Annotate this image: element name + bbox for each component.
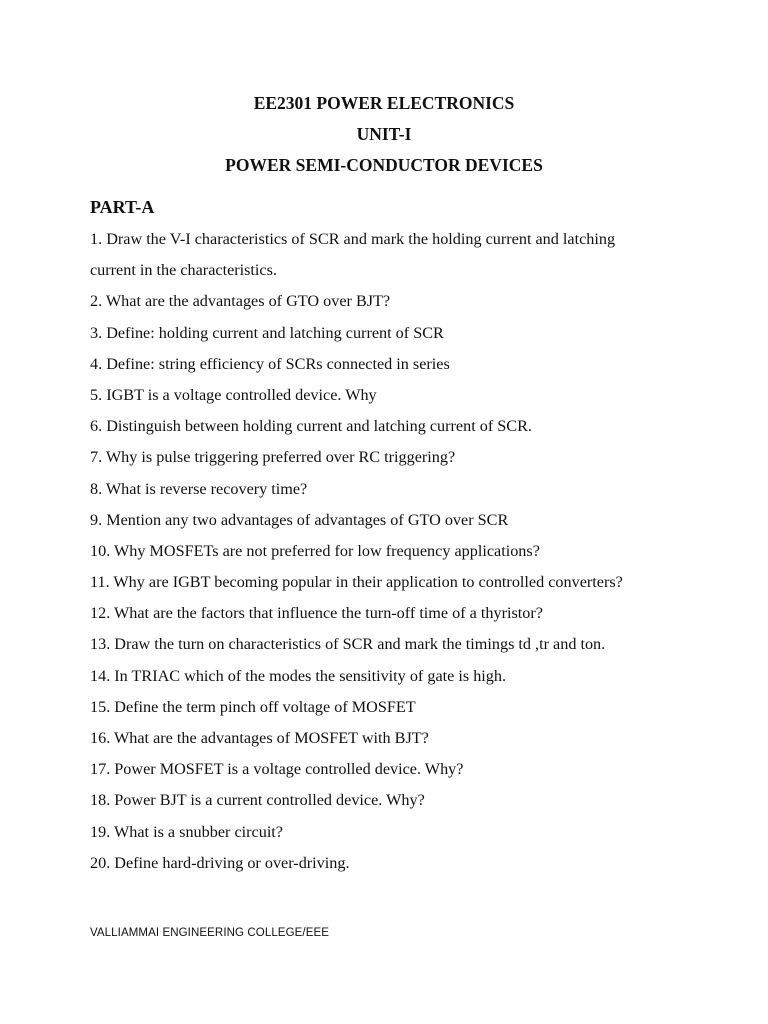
question-line: 16. What are the advantages of MOSFET with BJT? bbox=[90, 729, 429, 747]
course-title: EE2301 POWER ELECTRONICS bbox=[253, 93, 515, 113]
question-line: 20. Define hard-driving or over-driving. bbox=[90, 853, 350, 872]
question-line: 10. Why MOSFETs are not preferred for low frequency applications? bbox=[90, 541, 540, 560]
unit-title: UNIT-I bbox=[356, 124, 412, 144]
topic-title: POWER SEMI-CONDUCTOR DEVICES bbox=[225, 155, 543, 175]
question-line: 7. Why is pulse triggering preferred over RC triggering? bbox=[90, 448, 456, 467]
question-line: 12. What are the factors that influence the turn-off time of a thyristor? bbox=[90, 604, 543, 623]
question-line: 4. Define: string efficiency of SCRs connected in series bbox=[90, 354, 450, 373]
question-line: 2. What are the advantages of GTO over BJT? bbox=[90, 292, 391, 311]
question-line: 5. IGBT is a voltage controlled device. Why bbox=[90, 385, 377, 404]
question-line: current in the characteristics. bbox=[90, 261, 277, 280]
question-line: 18. Power BJT is a current controlled device. Why? bbox=[90, 791, 425, 810]
question-line: 6. Distinguish between holding current and latching current of SCR. bbox=[90, 417, 532, 436]
question-line: 1. Draw the V-I characteristics of SCR and mark the holding current and latching bbox=[90, 230, 616, 248]
question-list bbox=[90, 229, 710, 884]
page-footer: VALLIAMMAI ENGINEERING COLLEGE/EEE bbox=[90, 927, 330, 939]
question-line: 19. What is a snubber circuit? bbox=[90, 822, 283, 841]
question-line: 17. Power MOSFET is a voltage controlled device. Why? bbox=[90, 760, 464, 779]
question-line: 11. Why are IGBT becoming popular in their application to controlled converters? bbox=[90, 573, 623, 592]
question-line: 8. What is reverse recovery time? bbox=[90, 479, 308, 498]
question-line: 13. Draw the turn on characteristics of SCR and mark the timings td ,tr and ton. bbox=[90, 635, 606, 654]
section-heading: PART-A bbox=[90, 197, 155, 217]
question-line: 14. In TRIAC which of the modes the sensitivity of gate is high. bbox=[90, 666, 507, 685]
question-line: 3. Define: holding current and latching current of SCR bbox=[90, 323, 444, 342]
question-line: 15. Define the term pinch off voltage of MOSFET bbox=[90, 697, 416, 716]
question-line: 9. Mention any two advantages of advantages of GTO over SCR bbox=[90, 510, 509, 529]
